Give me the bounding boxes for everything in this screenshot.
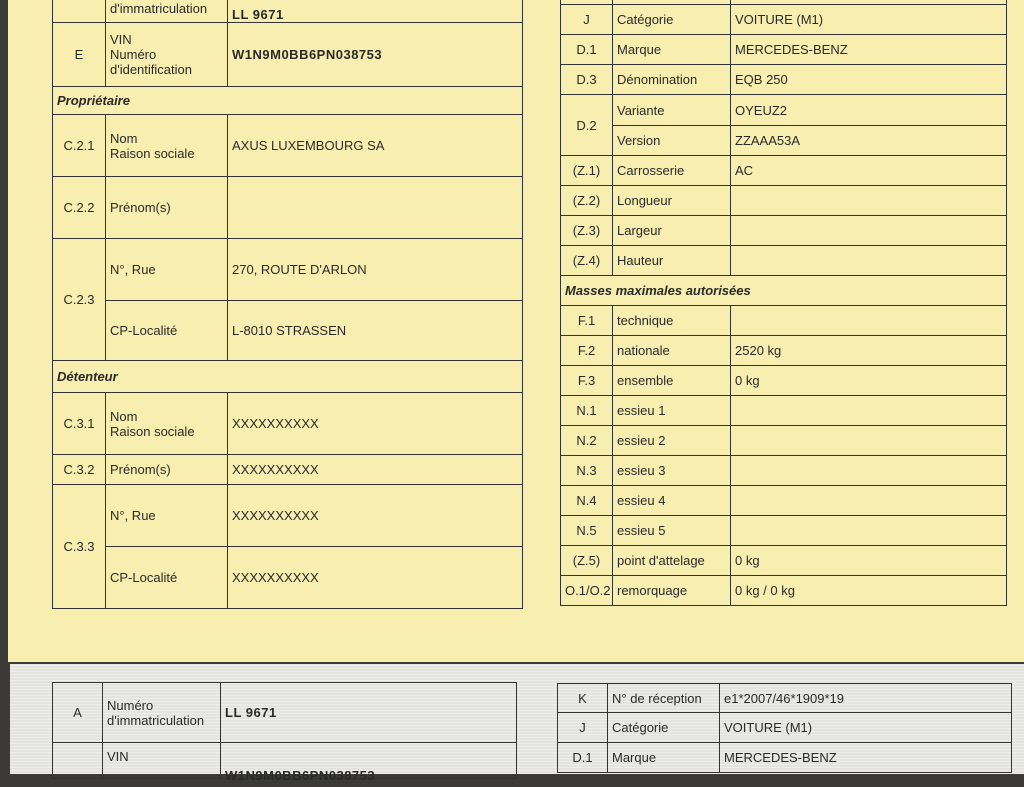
field-code: J <box>561 5 613 35</box>
table-row <box>561 5 1007 35</box>
table-row <box>53 455 523 485</box>
label-line: Numéro <box>107 697 154 713</box>
field-code: K <box>558 684 608 713</box>
field-code: (Z.3) <box>561 216 613 246</box>
field-value: e1*2007/46*1909*19 <box>720 684 1012 713</box>
field-code: N.5 <box>561 516 613 546</box>
field-code: D.3 <box>561 65 613 95</box>
field-code: C.2.2 <box>53 177 106 239</box>
field-label: essieu 5 <box>613 516 731 546</box>
field-code: C.3.1 <box>53 393 106 455</box>
field-code: (Z.2) <box>561 186 613 216</box>
field-label: N° de réception <box>608 684 720 713</box>
field-label: CP-Localité <box>106 547 228 609</box>
field-label: nationale <box>613 336 731 366</box>
table-row <box>53 115 523 177</box>
section-header-proprietaire <box>53 87 523 115</box>
field-label: Dénomination <box>613 65 731 95</box>
field-label: remorquage <box>613 576 731 606</box>
field-value <box>731 516 1007 546</box>
field-code: J <box>558 713 608 743</box>
field-value: 2520 kg <box>731 336 1007 366</box>
table-row <box>558 713 1012 743</box>
field-value: 270, ROUTE D'ARLON <box>228 239 523 301</box>
table-row <box>558 684 1012 713</box>
section-title: Propriétaire <box>53 87 523 115</box>
table-row <box>558 743 1012 773</box>
field-code: O.1/O.2 <box>561 576 613 606</box>
field-value <box>731 186 1007 216</box>
field-value: XXXXXXXXXX <box>228 547 523 609</box>
vin-row <box>53 23 523 87</box>
label-line: VIN <box>110 32 132 47</box>
field-value: XXXXXXXXXX <box>228 455 523 485</box>
label-line: Raison sociale <box>110 145 195 161</box>
section-header-masses <box>561 276 1007 306</box>
table-row <box>561 396 1007 426</box>
grey-copy-right-form <box>557 683 1012 773</box>
field-value: AC <box>731 156 1007 186</box>
table-row <box>53 239 523 301</box>
table-row <box>561 426 1007 456</box>
field-code: (Z.5) <box>561 546 613 576</box>
field-code <box>53 743 103 779</box>
label-line: Raison sociale <box>110 423 195 439</box>
section-title: Détenteur <box>53 361 523 393</box>
field-code: F.1 <box>561 306 613 336</box>
table-row <box>561 486 1007 516</box>
table-row <box>561 456 1007 486</box>
label-line: Numéro <box>110 47 157 62</box>
registration-number-value: LL 9671 <box>221 683 517 743</box>
table-row <box>561 246 1007 276</box>
field-label <box>103 683 221 743</box>
field-label: essieu 3 <box>613 456 731 486</box>
field-value: EQB 250 <box>731 65 1007 95</box>
field-label: point d'attelage <box>613 546 731 576</box>
field-label: Largeur <box>613 216 731 246</box>
field-value <box>228 177 523 239</box>
field-label: d'immatriculation <box>106 0 228 23</box>
label-line: Nom <box>110 130 138 146</box>
field-label: N°, Rue <box>106 239 228 301</box>
grey-copy-left-form <box>52 682 517 783</box>
field-label: essieu 2 <box>613 426 731 456</box>
table-row <box>561 306 1007 336</box>
table-row <box>561 336 1007 366</box>
field-label: CP-Localité <box>106 301 228 361</box>
registration-number-value: LL 9671 <box>228 0 523 23</box>
field-label: Version <box>613 126 731 156</box>
registration-number-row <box>53 0 523 23</box>
field-value <box>731 396 1007 426</box>
field-value: MERCEDES-BENZ <box>720 743 1012 773</box>
field-label: Hauteur <box>613 246 731 276</box>
field-value: L-8010 STRASSEN <box>228 301 523 361</box>
field-code: C.3.3 <box>53 485 106 609</box>
field-label <box>106 393 228 455</box>
field-value: VOITURE (M1) <box>720 713 1012 743</box>
field-value <box>731 426 1007 456</box>
field-code: C.2.3 <box>53 239 106 361</box>
table-row <box>53 485 523 547</box>
field-code: C.3.2 <box>53 455 106 485</box>
field-label: Carrosserie <box>613 156 731 186</box>
label-line: Nom <box>110 408 138 424</box>
section-header-detenteur <box>53 361 523 393</box>
field-code: N.3 <box>561 456 613 486</box>
field-value: 0 kg <box>731 546 1007 576</box>
field-value: OYEUZ2 <box>731 95 1007 126</box>
field-value: VOITURE (M1) <box>731 5 1007 35</box>
field-label: Marque <box>608 743 720 773</box>
field-value: MERCEDES-BENZ <box>731 35 1007 65</box>
field-label <box>106 23 228 87</box>
table-row <box>561 216 1007 246</box>
vin-value: W1N9M0BB6PN038753 <box>221 751 517 787</box>
field-label: Catégorie <box>608 713 720 743</box>
field-code: N.2 <box>561 426 613 456</box>
table-row <box>561 186 1007 216</box>
table-row <box>53 683 517 743</box>
field-code: (Z.4) <box>561 246 613 276</box>
field-value <box>731 306 1007 336</box>
field-value <box>731 456 1007 486</box>
field-label: Longueur <box>613 186 731 216</box>
field-code: D.2 <box>561 95 613 156</box>
field-value <box>731 246 1007 276</box>
field-code: E <box>53 23 106 87</box>
field-label: Variante <box>613 95 731 126</box>
owner-form <box>52 0 523 609</box>
field-value: 0 kg / 0 kg <box>731 576 1007 606</box>
table-row <box>561 366 1007 396</box>
table-row <box>561 126 1007 156</box>
table-row <box>561 65 1007 95</box>
table-row <box>561 516 1007 546</box>
table-row <box>561 576 1007 606</box>
field-value: ZZAAA53A <box>731 126 1007 156</box>
table-row <box>53 393 523 455</box>
field-value <box>731 216 1007 246</box>
field-label: essieu 1 <box>613 396 731 426</box>
table-row <box>561 546 1007 576</box>
field-label: Marque <box>613 35 731 65</box>
field-label: Prénom(s) <box>106 455 228 485</box>
table-row <box>561 95 1007 126</box>
field-value: 0 kg <box>731 366 1007 396</box>
vehicle-form <box>560 0 1007 606</box>
field-code: N.4 <box>561 486 613 516</box>
field-label: ensemble <box>613 366 731 396</box>
field-label: N°, Rue <box>106 485 228 547</box>
table-row <box>561 156 1007 186</box>
field-value <box>731 486 1007 516</box>
field-code: D.1 <box>558 743 608 773</box>
field-code: C.2.1 <box>53 115 106 177</box>
field-code: F.3 <box>561 366 613 396</box>
section-title: Masses maximales autorisées <box>561 276 1007 306</box>
label-line: d'identification <box>110 62 192 77</box>
field-label: technique <box>613 306 731 336</box>
table-row <box>53 301 523 361</box>
field-code: D.1 <box>561 35 613 65</box>
field-label: Prénom(s) <box>106 177 228 239</box>
table-row <box>53 743 517 779</box>
vin-value: W1N9M0BB6PN038753 <box>228 23 523 87</box>
field-label: essieu 4 <box>613 486 731 516</box>
field-label: VIN <box>103 743 221 779</box>
field-code: N.1 <box>561 396 613 426</box>
field-value: AXUS LUXEMBOURG SA <box>228 115 523 177</box>
table-row <box>561 35 1007 65</box>
field-code: (Z.1) <box>561 156 613 186</box>
field-code: A <box>53 683 103 743</box>
field-label <box>106 115 228 177</box>
field-code <box>53 0 106 23</box>
field-value: XXXXXXXXXX <box>228 485 523 547</box>
field-label: Catégorie <box>613 5 731 35</box>
label-line: d'immatriculation <box>107 712 205 728</box>
table-row <box>53 177 523 239</box>
field-code: F.2 <box>561 336 613 366</box>
field-value: XXXXXXXXXX <box>228 393 523 455</box>
table-row <box>53 547 523 609</box>
